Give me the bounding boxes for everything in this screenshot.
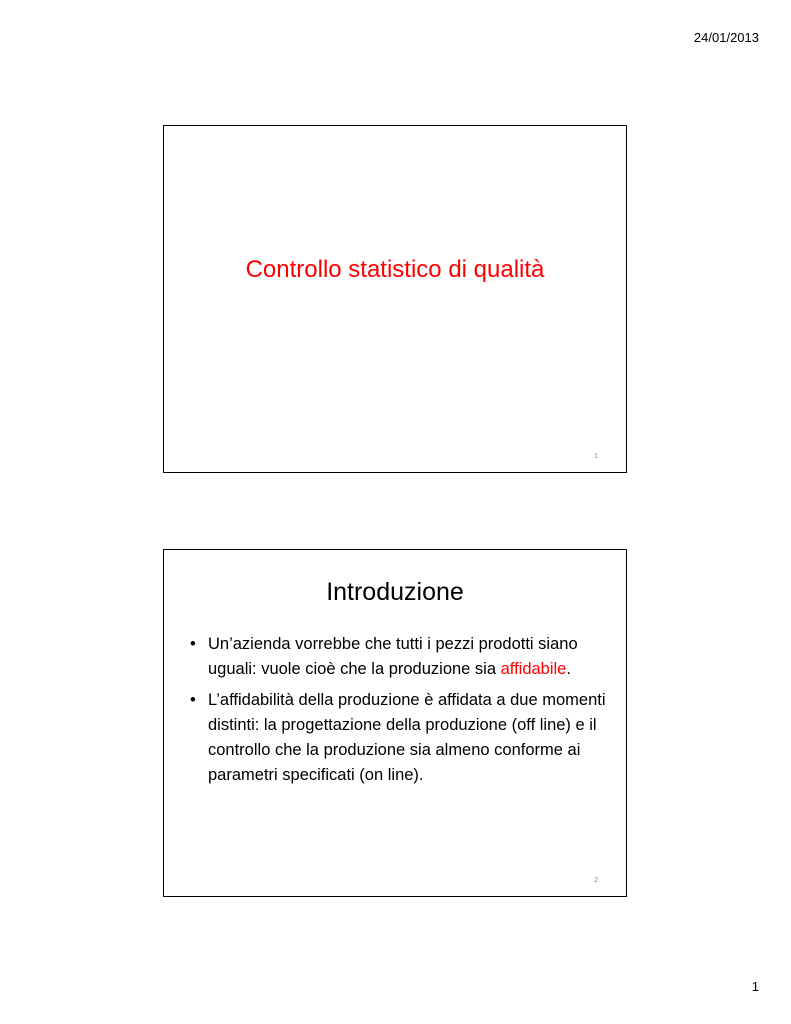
header-date: 24/01/2013 (693, 30, 759, 45)
bullet-item (190, 688, 606, 788)
bullet-item (190, 632, 606, 682)
bullet-icon: • (190, 691, 196, 709)
bullet-list (190, 632, 606, 794)
page-number: 1 (751, 979, 759, 994)
slide-number: 1 (594, 453, 598, 460)
slide-title: Controllo statistico di qualità (245, 256, 545, 283)
bullet-text: L’affidabilità della produzione è affidata a due momenti distinti: la progettazione della produzione (off line) e il controllo che la produzione sia almeno conforme ai parametri specificati (on line). (208, 691, 606, 784)
bullet-icon: • (190, 635, 196, 653)
highlight-text: affidabile (500, 660, 567, 678)
slide-title: Introduzione (326, 578, 464, 606)
slide-number: 2 (594, 877, 598, 884)
bullet-text-end: . (566, 660, 571, 678)
bullet-text: Un’azienda vorrebbe che tutti i pezzi prodotti siano uguali: vuole cioè che la produzione sia (208, 635, 578, 678)
slide-2 (163, 549, 627, 897)
slide-1 (163, 125, 627, 473)
